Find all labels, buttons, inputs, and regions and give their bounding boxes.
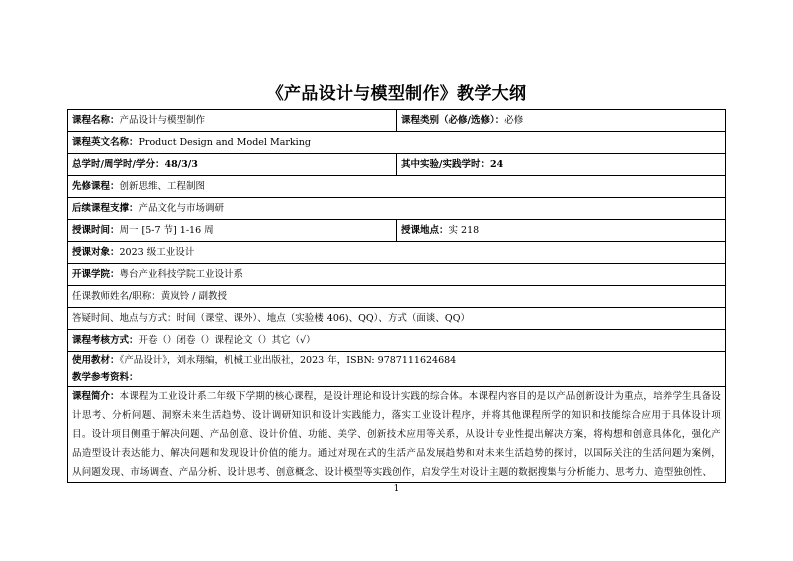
college-value: 粤台产业科技学院工业设计系 — [119, 269, 244, 280]
lab-hours-cell — [397, 154, 726, 176]
hours-cell — [68, 154, 397, 176]
college-cell — [68, 264, 726, 286]
english-name-value: Product Design and Model Marking — [138, 137, 311, 148]
schedule-cell — [68, 220, 397, 242]
schedule-value: 周一 [5-7 节] 1-16 周 — [119, 225, 214, 236]
row-schedule — [68, 220, 726, 242]
row-follow-up — [68, 198, 726, 220]
row-instructor — [68, 286, 726, 308]
location-value: 实 218 — [448, 225, 480, 236]
row-english-name — [68, 132, 726, 154]
follow-up-value: 产品文化与市场调研 — [138, 203, 225, 214]
textbook-line — [72, 352, 721, 369]
course-name-value: 产品设计与模型制作 — [119, 115, 206, 126]
assessment-value: 开卷（）闭卷（）课程论文（）其它（√） — [138, 335, 316, 346]
audience-cell — [68, 242, 726, 264]
row-textbook-references — [68, 352, 726, 387]
english-name-cell — [68, 132, 726, 154]
course-category-label: 课程类别（必修/选修）： — [401, 115, 505, 126]
assessment-cell — [68, 330, 726, 352]
audience-value: 2023 级工业设计 — [119, 247, 195, 258]
hours-value: 48/3/3 — [164, 159, 198, 170]
introduction-cell — [68, 387, 726, 483]
instructor-cell — [68, 286, 726, 308]
row-course-name — [68, 110, 726, 132]
page-number: 1 — [393, 484, 400, 494]
prerequisites-value: 创新思维、工程制图 — [119, 181, 206, 192]
college-label: 开课学院： — [72, 269, 120, 280]
row-prerequisites — [68, 176, 726, 198]
row-audience — [68, 242, 726, 264]
english-name-label: 课程英文名称： — [72, 137, 139, 148]
course-name-label: 课程名称： — [72, 115, 120, 126]
references-label: 教学参考资料： — [72, 372, 139, 383]
audience-label: 授课对象： — [72, 247, 120, 258]
hours-label: 总学时/周学时/学分： — [72, 159, 165, 170]
office-hours-cell — [68, 308, 726, 330]
syllabus-table — [67, 109, 726, 483]
introduction-label: 课程简介： — [72, 391, 120, 402]
schedule-label: 授课时间： — [72, 225, 120, 236]
lab-hours-value: 24 — [489, 159, 504, 170]
instructor-text: 任课教师姓名/职称：黄岚铃 / 副教授 — [72, 291, 227, 302]
assessment-label: 课程考核方式： — [72, 335, 139, 346]
course-category-cell — [397, 110, 726, 132]
course-name-cell — [68, 110, 397, 132]
row-introduction — [68, 387, 726, 483]
row-college — [68, 264, 726, 286]
location-label: 授课地点： — [401, 225, 449, 236]
references-line — [72, 369, 721, 386]
prerequisites-label: 先修课程： — [72, 181, 120, 192]
location-cell — [397, 220, 726, 242]
textbook-value: 《产品设计》，刘永翔编，机械工业出版社，2023 年，ISBN: 9787111624684 — [119, 355, 457, 366]
follow-up-label: 后续课程支撑： — [72, 203, 139, 214]
textbook-references-cell — [68, 352, 726, 387]
introduction-text: 本课程为工业设计系二年级下学期的核心课程，是设计理论和设计实践的综合体。本课程内容目的是以产品创新设计为重点，培养学生具备设计思考、分析问题、洞察未来生活趋势、设计调研知识和设计实践能力，落实工业设计程序，并将其他课程所学的知识和技能综合应用于具体设计项目。设计项目侧重于解决问题、产品创意、设计价值、功能、美学、创新技术应用等关系，从设计专业性提出解决方案，将构想和创意具体化，强化产品造型设计表达能力、解决问题和发现设计价值的能力。通过对现在式的生活产品发展趋势和对未来生活趋势的探讨，以国际关注的生活问题为案例，从问题发现、市场调查、产品分析、设计思考、创意概念、设计模型等实践创作，启发学生对设计主题的数据搜集与分析能力、思考力、造型独创性、 — [72, 391, 721, 478]
row-assessment — [68, 330, 726, 352]
follow-up-cell — [68, 198, 726, 220]
course-category-value: 必修 — [504, 115, 524, 126]
prerequisites-cell — [68, 176, 726, 198]
page-title: 《产品设计与模型制作》教学大纲 — [266, 84, 527, 104]
lab-hours-label: 其中实验/实践学时： — [401, 159, 490, 170]
textbook-label: 使用教材： — [72, 355, 120, 366]
row-office-hours — [68, 308, 726, 330]
office-hours-text: 答疑时间、地点与方式：时间（课堂、课外）、地点（实验楼 406)、QQ）、方式（面谈、QQ） — [72, 313, 471, 324]
row-hours — [68, 154, 726, 176]
